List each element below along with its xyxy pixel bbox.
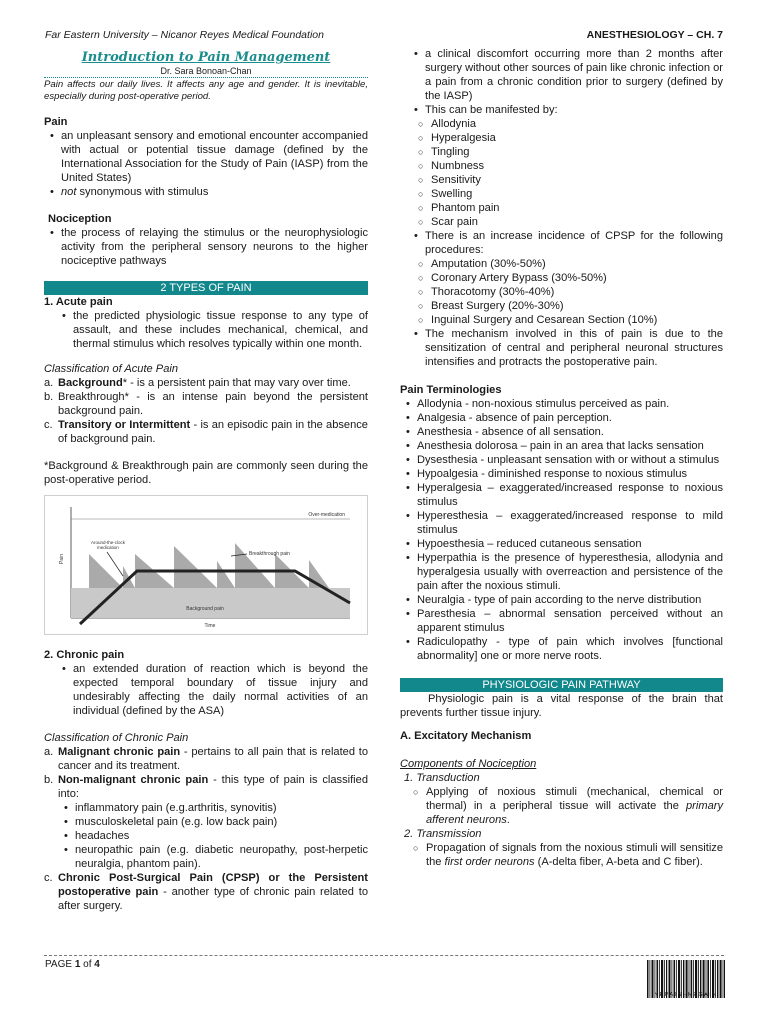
- text: * - is a persistent pain that may vary over time.: [122, 377, 351, 389]
- text: Breakthrough* - is an intense pain beyond the persistent background pain.: [58, 391, 368, 417]
- terminologies-heading: Pain Terminologies: [400, 384, 502, 396]
- header-course: ANESTHESIOLOGY – CH. 7: [586, 29, 723, 41]
- page-title: Introduction to Pain Management: [81, 50, 331, 65]
- term: Malignant chronic pain: [58, 746, 181, 758]
- term: Non-malignant chronic pain: [58, 774, 209, 786]
- chronic-class-list: [44, 745, 368, 913]
- list-item: ○ Tingling: [405, 145, 723, 159]
- marker: a.: [44, 746, 54, 758]
- marker: b.: [44, 774, 54, 786]
- chronic-list: [44, 662, 368, 718]
- list-item: [400, 785, 723, 827]
- list-item: • Dysesthesia - unpleasant sensation with or without a stimulus: [400, 453, 723, 467]
- text: (A-delta fiber, A-beta and C fiber).: [534, 856, 703, 868]
- list-item: ○ Numbness: [405, 159, 723, 173]
- list-item: [44, 390, 368, 418]
- list-item: ○ Breast Surgery (20%-30%): [405, 299, 723, 313]
- pain-diagram: [45, 496, 367, 634]
- procedure-list: [405, 257, 723, 327]
- term: Transitory or Intermittent: [58, 419, 191, 431]
- list-item: [44, 773, 368, 871]
- nociception-list: [44, 226, 368, 268]
- list-item: [44, 418, 368, 446]
- right-column: [400, 47, 723, 869]
- term: Chronic Post-Surgical Pain (CPSP) or the Persistent postoperative pain: [58, 872, 368, 898]
- text: synonymous with stimulus: [76, 186, 209, 198]
- list-item: ○ Allodynia: [405, 117, 723, 131]
- chronic-class-heading: Classification of Chronic Pain: [44, 732, 189, 744]
- author: Dr. Sara Bonoan-Chan: [44, 66, 368, 78]
- list-item: • The mechanism involved in this of pain is due to the sensitization of central and peripheral neuronal structures intensifies and protracts the postoperative pain.: [408, 327, 723, 369]
- axis-y-label: Pain: [59, 553, 65, 564]
- text: - pertains to all pain that is related to cancer and its treatment.: [58, 746, 368, 772]
- label-over-medication: Over-medication: [308, 512, 345, 518]
- acute-note: *Background & Breakthrough pain are commonly seen during the post-operative period.: [44, 460, 368, 486]
- text: Propagation of signals from the noxious stimuli will sensitize the: [426, 842, 723, 868]
- acute-class-list: [44, 376, 368, 446]
- chronic-sublist: [58, 801, 368, 871]
- text: 4: [94, 959, 100, 970]
- list-item: [44, 745, 368, 773]
- list-item: • headaches: [58, 829, 368, 843]
- marker: b.: [44, 391, 54, 403]
- list-item: ○ Phantom pain: [405, 201, 723, 215]
- marker: a.: [44, 377, 54, 389]
- list-item: ○ Coronary Artery Bypass (30%-50%): [405, 271, 723, 285]
- list-item: ○ Thoracotomy (30%-40%): [405, 285, 723, 299]
- list-item: • Radiculopathy - type of pain which involves [functional abnormality] one or more nerve roots.: [400, 635, 723, 663]
- list-item: ○ Hyperalgesia: [405, 131, 723, 145]
- components-heading: Components of Nociception: [400, 758, 537, 770]
- list-item: • Hyperesthesia – exaggerated/increased response to mild stimulus: [400, 509, 723, 537]
- barcode-text: NEPAIN–NEGAIN: [654, 992, 718, 998]
- pain-heading: Pain: [44, 116, 68, 128]
- pathway-text: Physiologic pain is a vital response of the brain that prevents further tissue injury.: [400, 693, 723, 719]
- page-number: [45, 958, 100, 972]
- intro-text: Pain affects our daily lives. It affects any age and gender. It is inevitable, especially during post-operative period.: [44, 79, 368, 102]
- left-column: [44, 50, 368, 913]
- header-institution: Far Eastern University – Nicanor Reyes Medical Foundation: [45, 29, 324, 41]
- term: Background: [58, 377, 123, 389]
- list-item: • Paresthesia – abnormal sensation perceived without an apparent stimulus: [400, 607, 723, 635]
- label-around-the-clock: Around-the-clock: [91, 540, 126, 545]
- list-item: • inflammatory pain (e.g.arthritis, synovitis): [58, 801, 368, 815]
- chronic-heading: 2. Chronic pain: [44, 649, 125, 661]
- text: This can be manifested by:: [425, 104, 558, 116]
- list-item: • Hypoalgesia - diminished response to noxious stimulus: [400, 467, 723, 481]
- list-item: [44, 871, 368, 913]
- list-item: • Anesthesia dolorosa – pain in an area that lacks sensation: [400, 439, 723, 453]
- excitatory-heading: A. Excitatory Mechanism: [400, 730, 532, 742]
- list-item: • an unpleasant sensory and emotional encounter accompanied with actual or potential tissue damage (defined by the International Association for the Study of Pain (IASP) from the United States): [44, 129, 368, 185]
- marker: c.: [44, 872, 53, 884]
- section-bar-types: 2 TYPES OF PAIN: [44, 281, 368, 295]
- cpsp-list: [400, 47, 723, 369]
- list-item: • Hypoesthesia – reduced cutaneous sensation: [400, 537, 723, 551]
- text: - is an episodic pain in the absence of background pain.: [58, 419, 368, 445]
- text: Applying of noxious stimuli (mechanical, chemical or thermal) in a peripheral tissue will activate the: [426, 786, 723, 812]
- list-item: • an extended duration of reaction which is beyond the expected temporal boundary of tissue injury and undesirably affecting the daily normal activities of an individual (defined by the ASA): [56, 662, 368, 718]
- acute-list: [44, 309, 368, 351]
- list-item: [44, 376, 368, 390]
- list-item: • Hyperalgesia – exaggerated/increased response to noxious stimulus: [400, 481, 723, 509]
- text: 1: [74, 959, 81, 970]
- marker: c.: [44, 419, 53, 431]
- transduction-heading: 1. Transduction: [404, 772, 480, 784]
- list-item: ○ Swelling: [405, 187, 723, 201]
- label-breakthrough: Breakthrough pain: [249, 551, 290, 557]
- emphasis: first order neurons: [444, 856, 535, 868]
- emphasis: not: [61, 186, 77, 198]
- acute-heading: 1. Acute pain: [44, 296, 113, 308]
- pain-list: [44, 129, 368, 199]
- list-item: ○ Scar pain: [405, 215, 723, 229]
- manifest-list: [405, 117, 723, 229]
- text: - this type of pain is classified into:: [58, 774, 368, 800]
- text: - another type of chronic pain related to after surgery.: [58, 886, 368, 912]
- terminologies-list: [400, 397, 723, 663]
- list-item: ○ Amputation (30%-50%): [405, 257, 723, 271]
- list-item: [44, 185, 368, 199]
- label-background: Background pain: [186, 606, 224, 612]
- text: .: [506, 814, 510, 826]
- axis-x-label: Time: [204, 623, 216, 629]
- acute-class-heading: Classification of Acute Pain: [44, 363, 179, 375]
- list-item: ○ Sensitivity: [405, 173, 723, 187]
- text: PAGE: [45, 959, 75, 970]
- transmission-heading: 2. Transmission: [404, 828, 482, 840]
- list-item: • Anesthesia - absence of all sensation.: [400, 425, 723, 439]
- emphasis: primary afferent neurons: [426, 800, 723, 826]
- transmission-list: [400, 841, 723, 869]
- list-item: [400, 841, 723, 869]
- list-item: • Allodynia - non-noxious stimulus perceived as pain.: [400, 397, 723, 411]
- list-item: ○ Inguinal Surgery and Cesarean Section (10%): [405, 313, 723, 327]
- list-item: • Hyperpathia is the presence of hyperesthesia, allodynia and hyperalgesia usually with overreaction and persistence of the pain after the noxious stimuli.: [400, 551, 723, 593]
- footer-divider: [44, 955, 724, 956]
- list-item: • Analgesia - absence of pain perception.: [400, 411, 723, 425]
- section-bar-pathway: PHYSIOLOGIC PAIN PATHWAY: [400, 678, 723, 692]
- label-medication: medication: [97, 545, 119, 550]
- pain-figure: [44, 495, 368, 635]
- list-item: • Neuralgia - type of pain according to the nerve distribution: [400, 593, 723, 607]
- list-item: • neuropathic pain (e.g. diabetic neuropathy, post-herpetic neuralgia, phantom pain).: [58, 843, 368, 871]
- list-item: • musculoskeletal pain (e.g. low back pain): [58, 815, 368, 829]
- nociception-heading: Nociception: [48, 213, 112, 225]
- text: of: [80, 959, 95, 970]
- list-item: • the process of relaying the stimulus or the neurophysiologic activity from the peripheral sensory neurons to the higher nociceptive pathways: [44, 226, 368, 268]
- list-item: • a clinical discomfort occurring more than 2 months after surgery without other sources of pain like chronic infection or a pain from a chronic condition prior to surgery (defined by the IASP): [408, 47, 723, 103]
- list-item: [408, 103, 723, 229]
- text: There is an increase incidence of CPSP for the following procedures:: [425, 230, 723, 256]
- list-item: • the predicted physiologic tissue response to any type of assault, and these includes mechanical, chemical, and thermal stimulus which resolves typically within one month.: [56, 309, 368, 351]
- list-item: [408, 229, 723, 327]
- transduction-list: [400, 785, 723, 827]
